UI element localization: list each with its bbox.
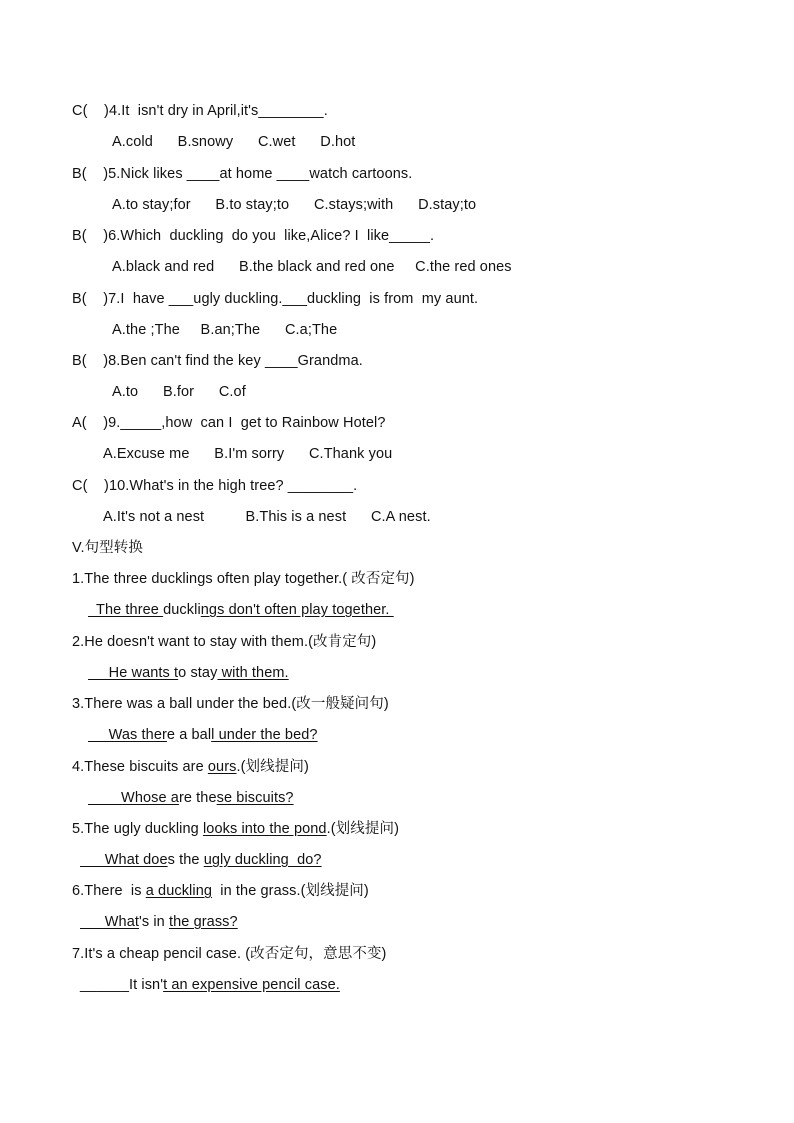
question-options: [112, 320, 337, 340]
prompt-underlined-text: a duckling: [145, 883, 213, 899]
question-stem: [72, 164, 412, 184]
answer-text: se biscuits?: [216, 790, 294, 806]
question-stem-text: A( )9._____,how can I get to Rainbow Hotel?: [72, 415, 386, 431]
question-options-text: A.the ;The B.an;The C.a;The: [112, 322, 338, 338]
question-options-text: A.It's not a nest B.This is a nest C.A nest.: [103, 509, 431, 525]
question-options: [103, 444, 392, 464]
question-stem-text: B( )5.Nick likes ____at home ____watch cartoons.: [72, 166, 413, 182]
question-stem-text: B( )7.I have ___ugly duckling.___duckling is from my aunt.: [72, 291, 479, 307]
answer-text: with them.: [217, 665, 289, 681]
answer-text: Whose a: [88, 790, 179, 806]
transform-prompt: [72, 632, 376, 652]
prompt-underlined-text: looks into the pond: [202, 821, 327, 837]
prompt-underlined-text: ours: [207, 759, 237, 775]
answer-text: the grass?: [168, 914, 238, 930]
answer-text: ugly duckling do?: [203, 852, 322, 868]
question-stem: [72, 413, 386, 433]
question-options: [103, 507, 431, 527]
prompt-text: 5.The ugly duckling: [72, 821, 203, 837]
transform-answer: [80, 975, 340, 995]
question-stem-text: B( )6.Which duckling do you like,Alice? I like_____.: [72, 228, 435, 244]
answer-text: duckli: [163, 602, 201, 618]
question-stem-text: B( )8.Ben can't find the key ____Grandma.: [72, 353, 363, 369]
prompt-text: .(划线提问): [236, 759, 309, 775]
prompt-text: 4.These biscuits are: [72, 759, 208, 775]
prompt-text: .(划线提问): [326, 821, 399, 837]
prompt-text: in the grass.(划线提问): [212, 883, 369, 899]
question-options: [112, 195, 476, 215]
question-options: [112, 382, 246, 402]
transform-prompt: [72, 819, 399, 839]
question-options-text: A.cold B.snowy C.wet D.hot: [112, 134, 356, 150]
question-options-text: A.to stay;for B.to stay;to C.stays;with D.stay;to: [112, 197, 477, 213]
answer-text: ______: [80, 977, 129, 993]
prompt-text: 7.It's a cheap pencil case. (改否定句，意思不变): [72, 946, 387, 962]
answer-text: t an expensive pencil case.: [163, 977, 340, 993]
question-stem-text: C( )10.What's in the high tree? ________.: [72, 478, 358, 494]
transform-prompt: [72, 694, 389, 714]
question-options-text: A.Excuse me B.I'm sorry C.Thank you: [103, 446, 393, 462]
answer-text: What: [80, 914, 140, 930]
prompt-text: 3.There was a ball under the bed.(改一般疑问句): [72, 696, 389, 712]
question-stem-text: C( )4.It isn't dry in April,it's________.: [72, 103, 328, 119]
question-stem: [72, 351, 363, 371]
question-options: [112, 132, 355, 152]
transform-answer: [80, 912, 238, 932]
answer-text: He wants t: [88, 665, 179, 681]
answer-text: re the: [178, 790, 217, 806]
transform-answer: [80, 850, 322, 870]
transform-prompt: [72, 569, 415, 589]
answer-text: What doe: [80, 852, 168, 868]
transform-answer: [88, 725, 318, 745]
question-options: [112, 257, 512, 277]
question-options-text: A.black and red B.the black and red one C.the red ones: [112, 259, 512, 275]
section-title: [72, 538, 143, 558]
transform-answer: [88, 600, 394, 620]
question-stem: [72, 101, 328, 121]
answer-text: l under the bed?: [211, 727, 318, 743]
question-stem: [72, 289, 478, 309]
transform-prompt: [72, 944, 386, 964]
answer-text: It isn': [129, 977, 164, 993]
transform-answer: [88, 663, 289, 683]
transform-prompt: [72, 881, 369, 901]
transform-answer: [88, 788, 294, 808]
answer-text: 's in: [139, 914, 169, 930]
prompt-text: 1.The three ducklings often play together.( 改否定句): [72, 571, 415, 587]
section-title-text: V.句型转换: [72, 540, 143, 556]
question-stem: [72, 476, 357, 496]
question-stem: [72, 226, 434, 246]
answer-text: ngs don't often play together.: [200, 602, 394, 618]
prompt-text: 6.There is: [72, 883, 146, 899]
answer-text: Was ther: [88, 727, 167, 743]
answer-text: s the: [167, 852, 204, 868]
answer-text: e a bal: [166, 727, 212, 743]
answer-text: The three: [88, 602, 164, 618]
prompt-text: 2.He doesn't want to stay with them.(改肯定句): [72, 634, 377, 650]
answer-text: o stay: [178, 665, 218, 681]
transform-prompt: [72, 757, 309, 777]
question-options-text: A.to B.for C.of: [112, 384, 246, 400]
